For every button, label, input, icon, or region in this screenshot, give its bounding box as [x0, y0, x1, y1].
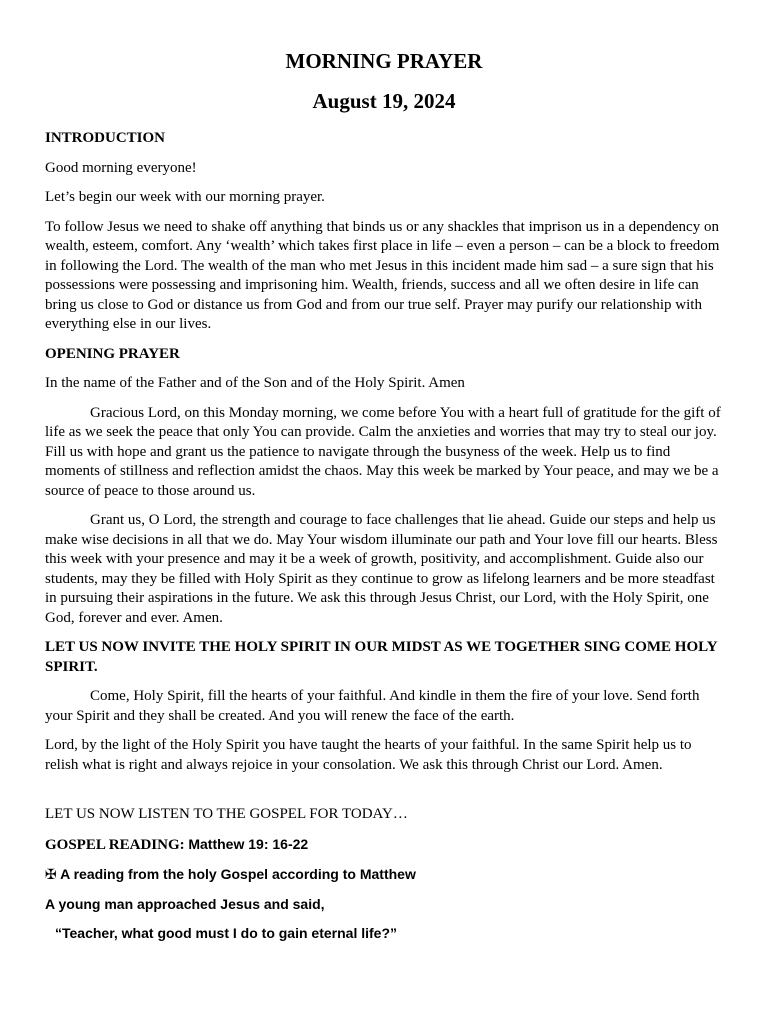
greeting-text: Good morning everyone! — [45, 159, 197, 176]
document-date: August 19, 2024 — [312, 89, 456, 113]
gospel-intro: LET US NOW LISTEN TO THE GOSPEL FOR TODAY… — [45, 806, 408, 822]
holy-spirit-paragraph-1: Come, Holy Spirit, fill the hearts of your faithful. And kindle in them the fire of your love. Send forth your Spirit and they shall be created. And you will renew the face of the earth. — [45, 688, 700, 724]
introduction-paragraph: To follow Jesus we need to shake off anything that binds us or any shackles that imprison us in a dependency on wealth, esteem, comfort. Any ‘wealth’ which takes first place in life – even a person – can be a block to freedom in following the Lord. The wealth of the man who met Jesus in this incident made him sad – a sure sign that his possessions were possessing and imprisoning him. Wealth, friends, success and all we often desire in life can bring us close to God or distance us from God and from our true self. Prayer may purify our relationship with everything else in our lives. — [45, 218, 720, 332]
document-page — [45, 46, 723, 944]
holy-spirit-heading: LET US NOW INVITE THE HOLY SPIRIT IN OUR MIDST AS WE TOGETHER SING COME HOLY SPIRIT. — [45, 639, 718, 675]
intro-line: Let’s begin our week with our morning prayer. — [45, 189, 325, 205]
gospel-reading-line — [45, 835, 723, 856]
introduction-heading: INTRODUCTION — [45, 130, 166, 146]
opening-prayer-paragraph-2: Grant us, O Lord, the strength and courage to face challenges that lie ahead. Guide our steps and help us make wise decisions in all that we do. May Your wisdom illuminate our path and Your love fill our hearts. Bless this week with your presence and may it be a week of growth, positivity, and accomplishment. Guide also our students, may they be filled with Holy Spirit as they continue to grow as lifelong learners and be more steadfast in pursuing their aspirations in the future. We ask this through Jesus Christ, our Lord, with the Holy Spirit, one God, forever and ever. Amen. — [45, 512, 718, 626]
document-title: MORNING PRAYER — [285, 49, 483, 73]
gospel-reading-reference: Matthew 19: 16-22 — [188, 835, 309, 852]
opening-prayer-heading: OPENING PRAYER — [45, 345, 180, 362]
opening-prayer-paragraph-1: Gracious Lord, on this Monday morning, we come before You with a heart full of gratitude for the gift of life as we seek the peace that only You can provide. Calm the anxieties and worries that may try to steal our joy. Fill us with hope and grant us the patience to navigate through the busyness of the week. Help us to find moments of stillness and reflection amidst the chaos. May this week be marked by Your peace, and may we be a source of peace to those around us. — [45, 404, 721, 499]
gospel-reading-label: GOSPEL READING: — [45, 836, 189, 853]
gospel-announcement: ✠ A reading from the holy Gospel according to Matthew — [45, 866, 416, 882]
holy-spirit-paragraph-2: Lord, by the light of the Holy Spirit you have taught the hearts of your faithful. In the same Spirit help us to relish what is right and always rejoice in your consolation. We ask this through Christ our Lord. Amen. — [45, 737, 692, 773]
gospel-line-1: A young man approached Jesus and said, — [45, 895, 325, 912]
sign-of-cross-text: In the name of the Father and of the Son and of the Holy Spirit. Amen — [45, 375, 465, 391]
gospel-line-2: “Teacher, what good must I do to gain eternal life?” — [55, 925, 398, 941]
